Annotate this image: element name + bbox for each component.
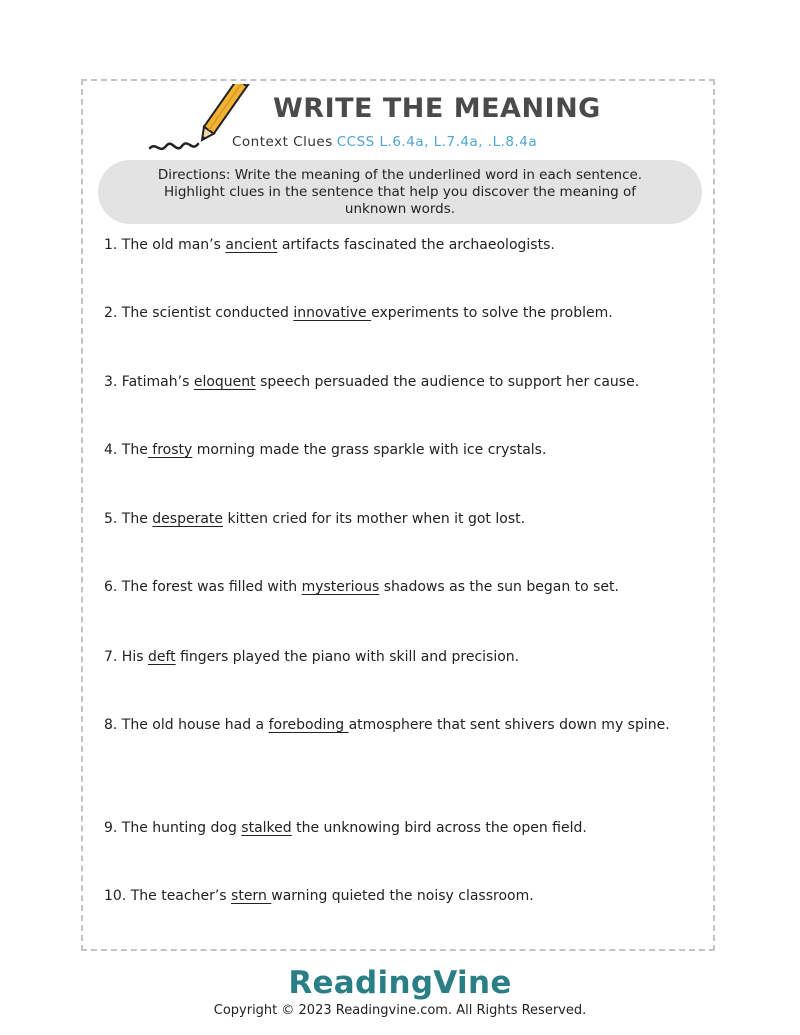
question-1: 1. The old man’s ancient artifacts fascinated the archaeologists.	[104, 237, 555, 253]
underlined-word: stern	[231, 888, 272, 904]
directions-line: unknown words.	[344, 201, 456, 217]
underlined-word: foreboding	[268, 717, 349, 733]
worksheet-title: WRITE THE MEANING	[273, 93, 601, 124]
pencil-icon	[146, 84, 256, 164]
underlined-word: stalked	[241, 820, 292, 836]
directions-line: Directions: Write the meaning of the underlined word in each sentence.	[157, 167, 643, 183]
worksheet-subtitle	[232, 134, 537, 150]
underlined-word: frosty	[147, 442, 193, 458]
question-7: 7. His deft fingers played the piano with skill and precision.	[104, 649, 520, 665]
question-10: 10. The teacher’s stern warning quieted the noisy classroom.	[104, 888, 534, 904]
brand-logo: ReadingVine	[288, 965, 512, 1001]
question-4: 4. The frosty morning made the grass sparkle with ice crystals.	[104, 442, 547, 458]
underlined-word: deft	[147, 649, 176, 665]
underlined-word: innovative	[293, 305, 372, 321]
question-3: 3. Fatimah’s eloquent speech persuaded the audience to support her cause.	[104, 374, 640, 390]
directions-box	[98, 160, 702, 224]
question-2: 2. The scientist conducted innovative experiments to solve the problem.	[104, 305, 613, 321]
question-5: 5. The desperate kitten cried for its mother when it got lost.	[104, 511, 526, 527]
question-9: 9. The hunting dog stalked the unknowing bird across the open field.	[104, 820, 587, 836]
underlined-word: desperate	[152, 511, 224, 527]
question-6: 6. The forest was filled with mysterious shadows as the sun began to set.	[104, 579, 619, 595]
standards-label: CCSS L.6.4a, L.7.4a, .L.8.4a	[336, 134, 538, 150]
subtitle-label: Context Clues	[232, 134, 333, 150]
underlined-word: eloquent	[193, 374, 256, 390]
question-8: 8. The old house had a foreboding atmosphere that sent shivers down my spine.	[104, 717, 670, 733]
underlined-word: ancient	[225, 237, 278, 253]
copyright-text: Copyright © 2023 Readingvine.com. All Rights Reserved.	[213, 1003, 587, 1018]
directions-line: Highlight clues in the sentence that help you discover the meaning of	[163, 184, 637, 200]
underlined-word: mysterious	[301, 579, 380, 595]
